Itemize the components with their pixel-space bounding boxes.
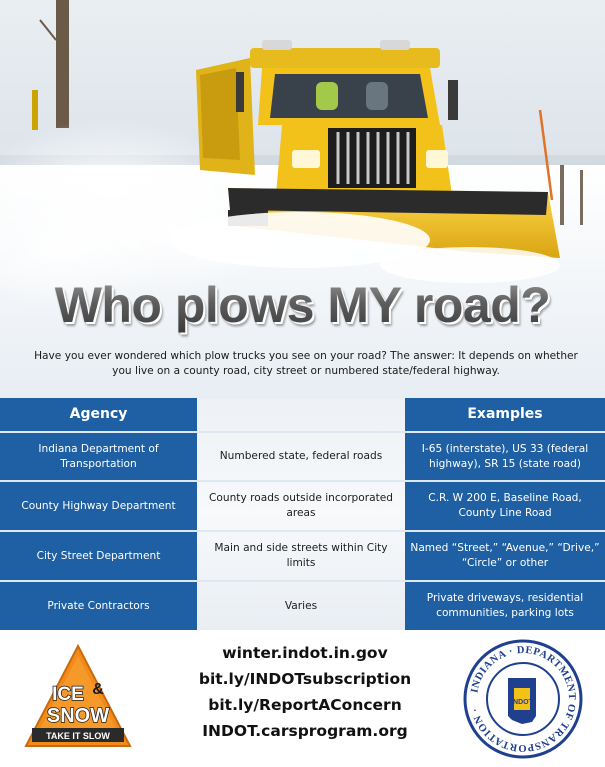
link-winter-indot[interactable]: winter.indot.in.gov [222, 644, 388, 662]
intro-text: Have you ever wondered which plow trucks you see on your road? The answer: It depends on whether you live on a county road, city street or numbered state/federal highway. [34, 350, 578, 377]
link-indot-carsprogram[interactable]: INDOT.carsprogram.org [202, 722, 408, 740]
table-cell-examples: I-65 (interstate), US 33 (federal highway), SR 15 (state road) [421, 442, 589, 470]
footer [0, 630, 605, 767]
link-report-a-concern[interactable]: bit.ly/ReportAConcern [208, 696, 402, 714]
svg-text:INDIANA · DEPARTMENT OF TRANSP: INDIANA · DEPARTMENT OF TRANSPORTATION · [469, 644, 578, 754]
ice-and-snow-logo [22, 642, 134, 754]
table-cell-roads: Main and side streets within City limits [214, 542, 388, 569]
table-cell-roads: Numbered state, federal roads [219, 450, 383, 462]
table-cell-examples: Named “Street,” “Avenue,” “Drive,” “Circle” or other [410, 542, 600, 569]
svg-text:TAKE IT SLOW: TAKE IT SLOW [46, 731, 110, 741]
page-title: Who plows MY road? [0, 276, 605, 334]
svg-text:SNOW: SNOW [46, 705, 110, 727]
link-indot-subscription[interactable]: bit.ly/INDOTsubscription [198, 670, 412, 688]
agency-header: Agency [69, 406, 128, 422]
table-cell-roads: County roads outside incorporated areas [209, 492, 393, 519]
table-cell-agency: City Street Department [36, 549, 161, 562]
examples-header: Examples [467, 406, 543, 422]
table-cell-examples: Private driveways, residential communities, parking lots [426, 592, 584, 619]
table-cell-examples: C.R. W 200 E, Baseline Road, County Line Road [428, 492, 582, 519]
svg-text:INDOT: INDOT [511, 699, 533, 706]
indot-seal-logo [462, 638, 584, 760]
plow-responsibility-table [0, 398, 605, 630]
table-cell-agency: County Highway Department [21, 499, 176, 512]
resource-links [190, 640, 420, 744]
table-cell-roads: Varies [284, 599, 318, 612]
table-cell-agency: Indiana Department of Transportation [38, 442, 159, 470]
svg-text:&: & [92, 681, 104, 698]
table-cell-agency: Private Contractors [47, 599, 150, 612]
svg-text:ICE: ICE [52, 684, 84, 705]
